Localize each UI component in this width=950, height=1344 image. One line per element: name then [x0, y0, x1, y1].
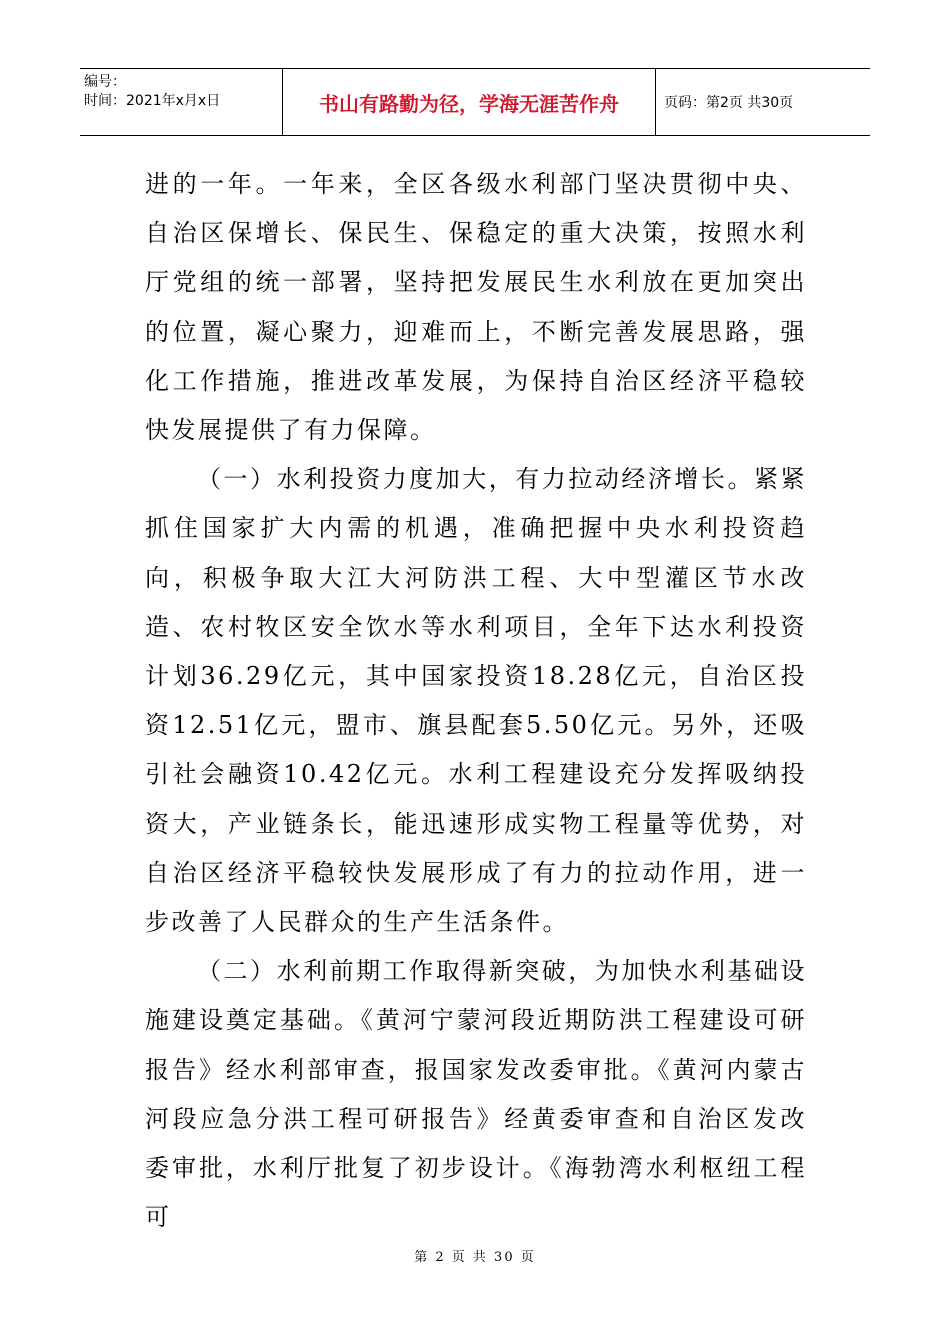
document-number-label: 编号： — [84, 74, 126, 90]
header-page-info: 页码：第2页 共30页 — [664, 95, 794, 111]
body-paragraph-2: （一）水利投资力度加大，有力拉动经济增长。紧紧抓住国家扩大内需的机遇，准确把握中央水利投资趋向，积极争取大江大河防洪工程、大中型灌区节水改造、农村牧区安全饮水等水利项目，全年下达水利投资计划36.29亿元，其中国家投资18.28亿元，自治区投资12.51亿元，盟市、旗县配套5.50亿元。另外，还吸引社会融资10.42亿元。水利工程建设充分发挥吸纳投资大，产业链条长，能迅速形成实物工程量等优势，对自治区经济平稳较快发展形成了有力的拉动作用，进一步改善了人民群众的生产生活条件。 — [145, 465, 807, 937]
body-paragraph-3: （二）水利前期工作取得新突破，为加快水利基础设施建设奠定基础。《黄河宁蒙河段近期防洪工程建设可研报告》经水利部审查，报国家发改委审批。《黄河内蒙古河段应急分洪工程可研报告》经黄委审查和自治区发改委审批，水利厅批复了初步设计。《海勃湾水利枢纽工程可 — [145, 957, 807, 1232]
page-header — [80, 68, 870, 136]
header-meta-cell — [80, 69, 283, 135]
document-date-label: 时间：2021年x月x日 — [84, 93, 221, 109]
body-paragraph-1: 进的一年。一年来，全区各级水利部门坚决贯彻中央、自治区保增长、保民生、保稳定的重大决策，按照水利厅党组的统一部署，坚持把发展民生水利放在更加突出的位置，凝心聚力，迎难而上，不断完善发展思路，强化工作措施，推进改革发展，为保持自治区经济平稳较快发展提供了有力保障。 — [145, 170, 807, 445]
header-motto: 书山有路勤为径，学海无涯苦作舟 — [283, 69, 656, 135]
page-footer: 第 2 页 共 30 页 — [414, 1250, 536, 1265]
document-body — [145, 160, 807, 1242]
